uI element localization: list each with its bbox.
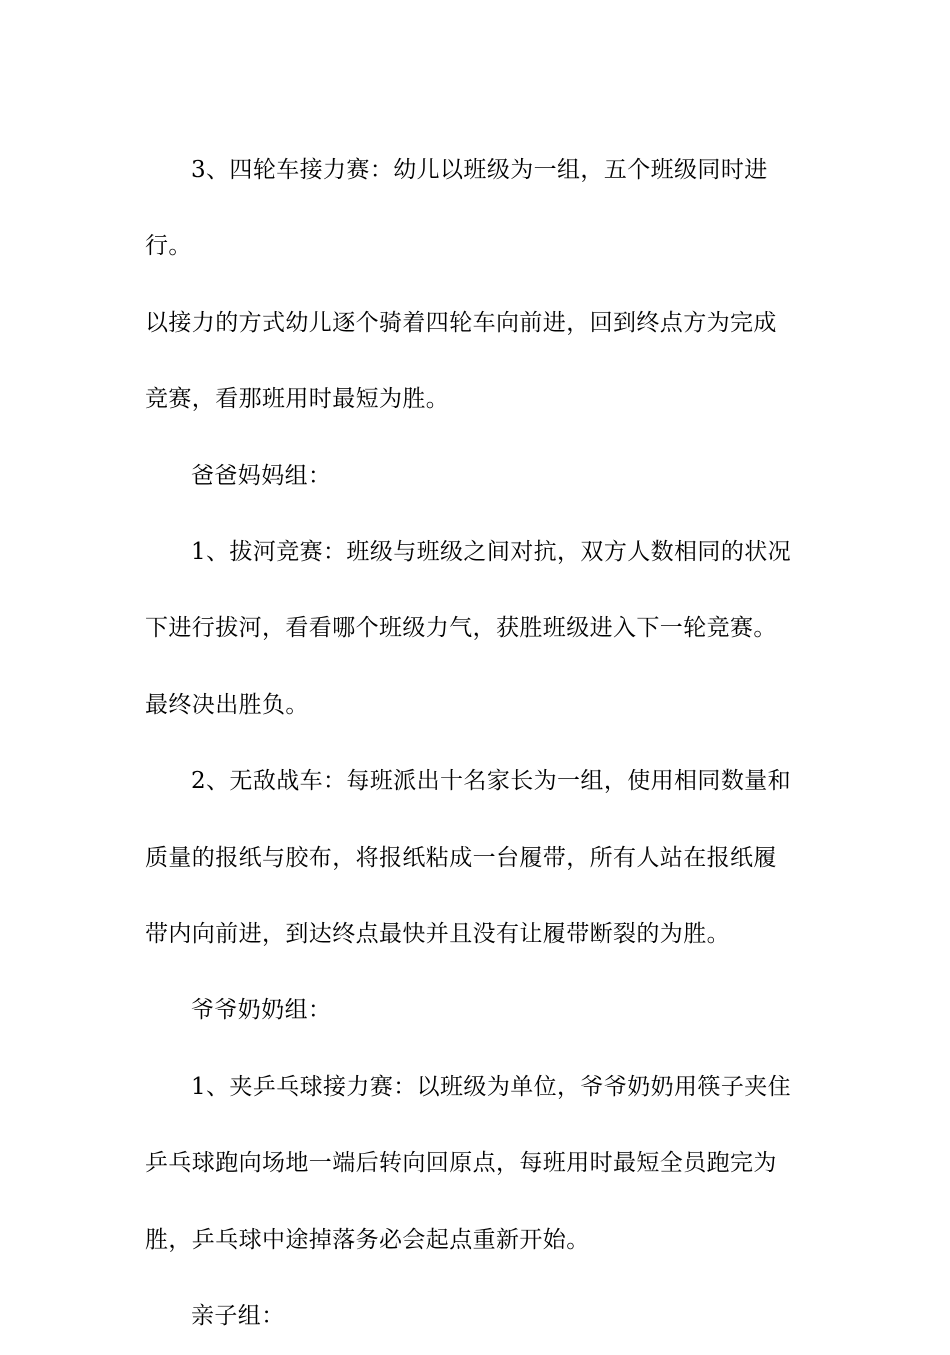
document-body — [145, 132, 810, 1355]
text-line: 乒乓球跑向场地一端后转向回原点，每班用时最短全员跑完为 — [145, 1150, 777, 1177]
text-line: 竞赛，看那班用时最短为胜。 — [145, 386, 450, 413]
text-line: 下进行拔河，看看哪个班级力气，获胜班级进入下一轮竞赛。 — [145, 615, 777, 642]
text-line: 以接力的方式幼儿逐个骑着四轮车向前进，回到终点方为完成 — [145, 309, 777, 336]
paragraph-four-wheel-relay — [145, 132, 810, 438]
text-line: 胜，乒乓球中途掉落务必会起点重新开始。 — [145, 1226, 590, 1253]
section-heading: 爷爷奶奶组： — [191, 997, 332, 1024]
paragraph-ping-pong-relay — [145, 1049, 810, 1278]
paragraph-tug-of-war — [145, 514, 810, 743]
heading-parents-group — [145, 438, 810, 514]
text-line: 1、拔河竞赛：班级与班级之间对抗，双方人数相同的状况 — [191, 539, 792, 566]
text-line: 质量的报纸与胶布，将报纸粘成一台履带，所有人站在报纸履 — [145, 844, 777, 871]
section-heading: 爸爸妈妈组： — [191, 462, 332, 489]
text-line: 最终决出胜负。 — [145, 691, 309, 718]
text-line: 带内向前进，到达终点最快并且没有让履带断裂的为胜。 — [145, 921, 730, 948]
heading-grandparents-group — [145, 972, 810, 1048]
section-heading: 亲子组： — [191, 1303, 285, 1330]
text-line: 3、四轮车接力赛：幼儿以班级为一组，五个班级同时进行。 — [145, 157, 768, 260]
paragraph-invincible-chariot — [145, 743, 810, 972]
text-line: 2、无敌战车：每班派出十名家长为一组，使用相同数量和 — [191, 768, 792, 795]
text-line: 1、夹乒乓球接力赛：以班级为单位，爷爷奶奶用筷子夹住 — [191, 1073, 792, 1100]
heading-parent-child-group — [145, 1278, 810, 1354]
